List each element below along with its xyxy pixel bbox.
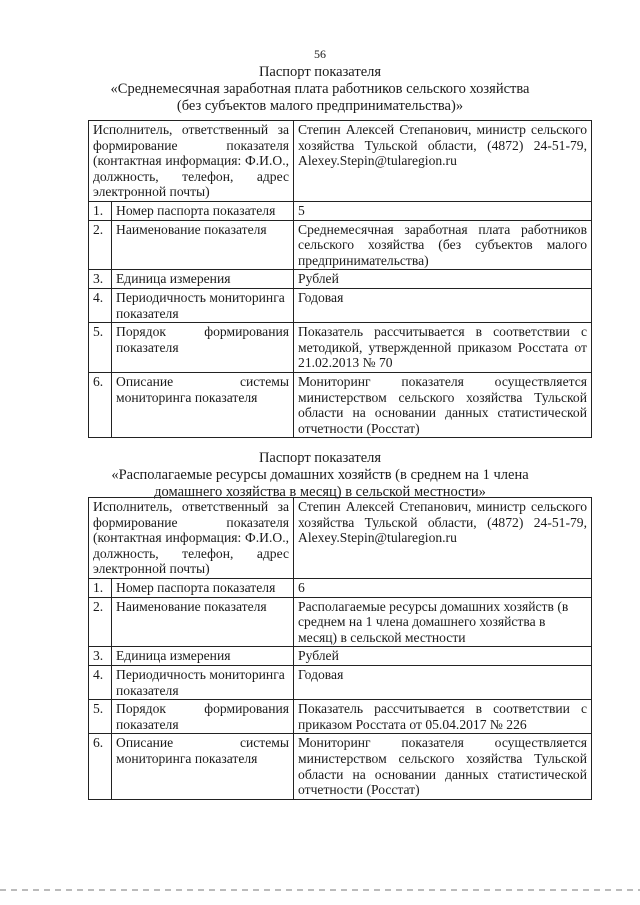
row-number: 4. [89, 288, 112, 322]
row-value: Показатель рассчитывается в соответствии с приказом Росстата от 05.04.2017 № 226 [294, 700, 592, 734]
table-row [89, 734, 592, 799]
row-number: 1. [89, 578, 112, 597]
row-number: 4. [89, 665, 112, 699]
row-value: Показатель рассчитывается в соответствии с методикой, утвержденной приказом Росстата от 21.02.2013 № 70 [294, 323, 592, 373]
row-label: Описание системы мониторинга показателя [112, 372, 294, 437]
row-number: 6. [89, 372, 112, 437]
row-value: 5 [294, 201, 592, 220]
passport-1-title [0, 64, 640, 115]
executor-label: Исполнитель, ответственный за формирование показателя (контактная информация: Ф.И.О., должность, телефон, адрес электронной почты) [89, 121, 294, 202]
row-number: 1. [89, 201, 112, 220]
table-row [89, 288, 592, 322]
table-row [89, 700, 592, 734]
passport-1-subtitle-line1: «Среднемесячная заработная плата работников сельского хозяйства [110, 81, 530, 97]
row-label: Наименование показателя [112, 220, 294, 270]
row-number: 3. [89, 647, 112, 666]
row-number: 6. [89, 734, 112, 799]
row-label: Номер паспорта показателя [112, 578, 294, 597]
row-value: Рублей [294, 647, 592, 666]
passport-2-table [88, 497, 592, 800]
row-label: Единица измерения [112, 647, 294, 666]
row-number: 5. [89, 700, 112, 734]
passport-2-subtitle-line2: домашнего хозяйства в месяц) в сельской местности» [154, 484, 486, 500]
table-row [89, 201, 592, 220]
table-row [89, 121, 592, 202]
passport-1-table [88, 120, 592, 438]
row-number: 2. [89, 220, 112, 270]
row-value: Мониторинг показателя осуществляется министерством сельского хозяйства Тульской области на основании данных статистической отчетности (Росстат) [294, 734, 592, 799]
passport-2-title [0, 450, 640, 501]
row-number: 2. [89, 597, 112, 647]
executor-value: Степин Алексей Степанович, министр сельского хозяйства Тульской области, (4872) 24-51-79, Alexey.Stepin@tularegion.ru [294, 121, 592, 202]
executor-label: Исполнитель, ответственный за формирование показателя (контактная информация: Ф.И.О., должность, телефон, адрес электронной почты) [89, 498, 294, 579]
executor-value: Степин Алексей Степанович, министр сельского хозяйства Тульской области, (4872) 24-51-79, Alexey.Stepin@tularegion.ru [294, 498, 592, 579]
row-label: Номер паспорта показателя [112, 201, 294, 220]
row-value: Годовая [294, 288, 592, 322]
page-number: 56 [314, 47, 326, 61]
row-label: Порядок формирования показателя [112, 323, 294, 373]
scan-edge-dots [0, 889, 640, 891]
table-row [89, 498, 592, 579]
passport-2-subtitle-line1: «Располагаемые ресурсы домашних хозяйств (в среднем на 1 члена [111, 467, 529, 483]
row-label: Периодичность мониторинга показателя [112, 665, 294, 699]
row-value: Рублей [294, 270, 592, 289]
table-row [89, 665, 592, 699]
row-number: 3. [89, 270, 112, 289]
table-row [89, 578, 592, 597]
table-row [89, 597, 592, 647]
table-row [89, 372, 592, 437]
passport-1-subtitle-line2: (без субъектов малого предпринимательства)» [176, 98, 464, 114]
table-row [89, 220, 592, 270]
row-label: Описание системы мониторинга показателя [112, 734, 294, 799]
row-label: Периодичность мониторинга показателя [112, 288, 294, 322]
row-value: Годовая [294, 665, 592, 699]
row-value: Мониторинг показателя осуществляется министерством сельского хозяйства Тульской области на основании данных статистической отчетности (Росстат) [294, 372, 592, 437]
row-value: Располагаемые ресурсы домашних хозяйств (в среднем на 1 члена домашнего хозяйства в месяц) в сельской местности [294, 597, 592, 647]
row-value: Среднемесячная заработная плата работников сельского хозяйства (без субъектов малого предпринимательства) [294, 220, 592, 270]
table-row [89, 323, 592, 373]
row-label: Наименование показателя [112, 597, 294, 647]
row-label: Единица измерения [112, 270, 294, 289]
row-label: Порядок формирования показателя [112, 700, 294, 734]
row-number: 5. [89, 323, 112, 373]
passport-2-heading: Паспорт показателя [258, 450, 382, 466]
passport-1-heading: Паспорт показателя [258, 64, 382, 80]
row-value: 6 [294, 578, 592, 597]
table-row [89, 270, 592, 289]
table-row [89, 647, 592, 666]
